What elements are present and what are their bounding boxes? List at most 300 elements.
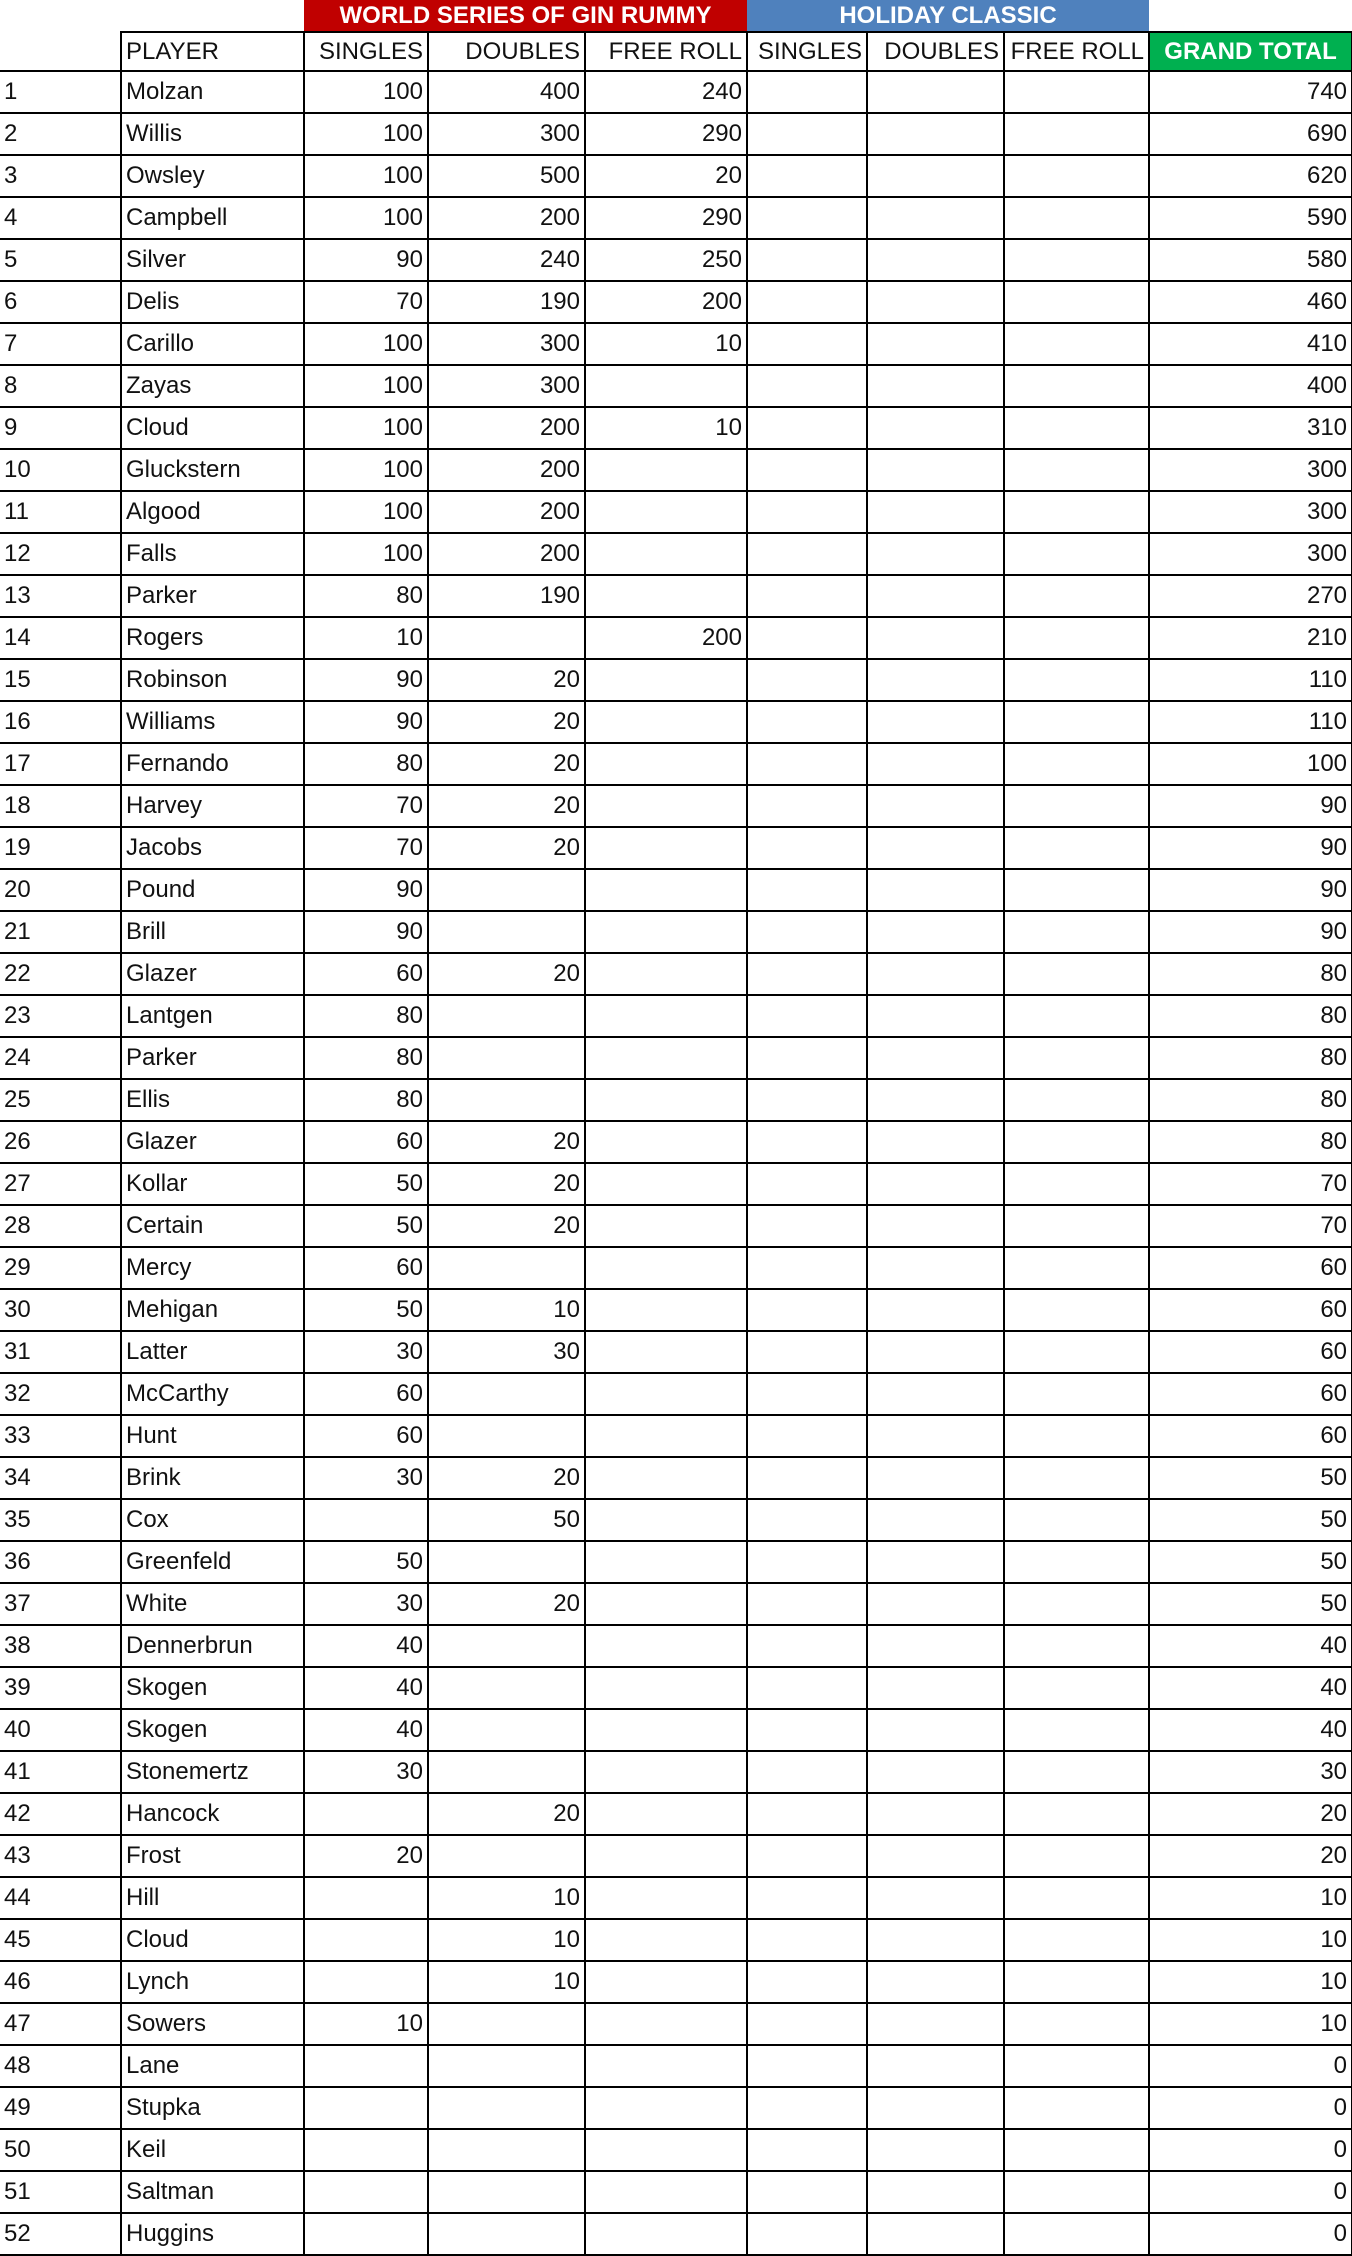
wsgr-singles-cell [304, 1877, 428, 1919]
table-row [0, 365, 1352, 407]
holiday-freeroll-cell [1004, 1163, 1149, 1205]
holiday-singles-cell [747, 1121, 867, 1163]
wsgr-freeroll-cell [585, 1079, 747, 1121]
holiday-doubles-cell [867, 281, 1004, 323]
wsgr-doubles-cell: 10 [428, 1919, 585, 1961]
wsgr-doubles-cell [428, 869, 585, 911]
wsgr-singles-cell: 90 [304, 701, 428, 743]
wsgr-singles-cell [304, 2213, 428, 2255]
player-cell: Huggins [121, 2213, 304, 2255]
holiday-doubles-cell [867, 1793, 1004, 1835]
wsgr-freeroll-cell [585, 953, 747, 995]
player-cell: Brill [121, 911, 304, 953]
wsgr-freeroll-cell [585, 1709, 747, 1751]
wsgr-doubles-cell: 20 [428, 1205, 585, 1247]
holiday-doubles-cell [867, 71, 1004, 113]
holiday-doubles-cell [867, 2003, 1004, 2045]
grand-total-cell: 80 [1149, 953, 1352, 995]
rank-cell: 11 [0, 491, 121, 533]
player-cell: Latter [121, 1331, 304, 1373]
holiday-freeroll-cell [1004, 1541, 1149, 1583]
grand-total-cell: 70 [1149, 1205, 1352, 1247]
wsgr-freeroll-cell: 290 [585, 197, 747, 239]
table-row [0, 1163, 1352, 1205]
holiday-freeroll-cell [1004, 2087, 1149, 2129]
player-cell: Falls [121, 533, 304, 575]
wsgr-freeroll-cell [585, 1289, 747, 1331]
holiday-doubles-cell [867, 2129, 1004, 2171]
wsgr-doubles-cell: 30 [428, 1331, 585, 1373]
wsgr-singles-cell: 80 [304, 743, 428, 785]
holiday-doubles-cell [867, 2213, 1004, 2255]
wsgr-doubles-cell: 20 [428, 1793, 585, 1835]
player-cell: Stupka [121, 2087, 304, 2129]
wsgr-freeroll-cell [585, 659, 747, 701]
holiday-doubles-cell [867, 239, 1004, 281]
wsgr-singles-cell: 70 [304, 827, 428, 869]
grand-total-cell: 90 [1149, 785, 1352, 827]
grand-total-cell: 110 [1149, 701, 1352, 743]
grand-total-cell: 70 [1149, 1163, 1352, 1205]
wsgr-freeroll-cell: 20 [585, 155, 747, 197]
holiday-freeroll-cell [1004, 995, 1149, 1037]
rank-cell: 44 [0, 1877, 121, 1919]
wsgr-doubles-cell [428, 2003, 585, 2045]
holiday-doubles-cell [867, 197, 1004, 239]
rank-cell: 22 [0, 953, 121, 995]
holiday-freeroll-cell [1004, 1583, 1149, 1625]
holiday-doubles-cell [867, 911, 1004, 953]
wsgr-freeroll-cell [585, 1457, 747, 1499]
wsgr-freeroll-cell: 10 [585, 323, 747, 365]
holiday-singles-cell [747, 1163, 867, 1205]
player-cell: Certain [121, 1205, 304, 1247]
holiday-singles-cell [747, 1289, 867, 1331]
wsgr-singles-header: SINGLES [304, 32, 428, 71]
table-row [0, 407, 1352, 449]
player-cell: Lane [121, 2045, 304, 2087]
holiday-doubles-cell [867, 491, 1004, 533]
grand-total-cell: 400 [1149, 365, 1352, 407]
grand-total-cell: 40 [1149, 1667, 1352, 1709]
grand-total-cell: 50 [1149, 1541, 1352, 1583]
wsgr-freeroll-cell [585, 2129, 747, 2171]
holiday-singles-cell [747, 1541, 867, 1583]
wsgr-doubles-cell: 20 [428, 659, 585, 701]
rank-cell: 13 [0, 575, 121, 617]
rank-cell: 17 [0, 743, 121, 785]
holiday-doubles-header: DOUBLES [867, 32, 1004, 71]
player-cell: Parker [121, 575, 304, 617]
player-cell: Hancock [121, 1793, 304, 1835]
rank-cell: 52 [0, 2213, 121, 2255]
wsgr-doubles-cell: 20 [428, 1121, 585, 1163]
wsgr-doubles-cell [428, 1373, 585, 1415]
player-cell: Skogen [121, 1667, 304, 1709]
holiday-doubles-cell [867, 1457, 1004, 1499]
grand-total-cell: 620 [1149, 155, 1352, 197]
rank-cell: 29 [0, 1247, 121, 1289]
holiday-doubles-cell [867, 1583, 1004, 1625]
grand-total-cell: 300 [1149, 533, 1352, 575]
rank-cell: 26 [0, 1121, 121, 1163]
holiday-freeroll-cell [1004, 953, 1149, 995]
player-cell: Pound [121, 869, 304, 911]
holiday-singles-cell [747, 911, 867, 953]
rank-cell: 12 [0, 533, 121, 575]
wsgr-doubles-cell: 200 [428, 491, 585, 533]
wsgr-singles-cell: 80 [304, 1079, 428, 1121]
grand-total-cell: 210 [1149, 617, 1352, 659]
grand-total-cell: 80 [1149, 1079, 1352, 1121]
wsgr-freeroll-cell [585, 701, 747, 743]
holiday-freeroll-cell [1004, 785, 1149, 827]
player-cell: Molzan [121, 71, 304, 113]
grand-total-cell: 310 [1149, 407, 1352, 449]
table-row [0, 1709, 1352, 1751]
wsgr-freeroll-cell [585, 2171, 747, 2213]
holiday-singles-cell [747, 785, 867, 827]
wsgr-freeroll-cell [585, 2045, 747, 2087]
holiday-doubles-cell [867, 995, 1004, 1037]
wsgr-singles-cell: 60 [304, 1247, 428, 1289]
holiday-singles-cell [747, 1625, 867, 1667]
player-cell: Dennerbrun [121, 1625, 304, 1667]
holiday-freeroll-cell [1004, 71, 1149, 113]
holiday-doubles-cell [867, 953, 1004, 995]
band-spacer [0, 0, 121, 32]
rank-cell: 46 [0, 1961, 121, 2003]
holiday-doubles-cell [867, 1163, 1004, 1205]
holiday-singles-cell [747, 239, 867, 281]
rank-cell: 35 [0, 1499, 121, 1541]
rank-cell: 37 [0, 1583, 121, 1625]
wsgr-freeroll-cell [585, 575, 747, 617]
wsgr-singles-cell: 30 [304, 1457, 428, 1499]
holiday-doubles-cell [867, 617, 1004, 659]
holiday-singles-cell [747, 2003, 867, 2045]
table-row [0, 2045, 1352, 2087]
wsgr-singles-cell [304, 1919, 428, 1961]
grand-total-cell: 0 [1149, 2171, 1352, 2213]
holiday-doubles-cell [867, 323, 1004, 365]
rank-cell: 20 [0, 869, 121, 911]
holiday-singles-cell [747, 1331, 867, 1373]
holiday-singles-cell [747, 449, 867, 491]
holiday-freeroll-header: FREE ROLL [1004, 32, 1149, 71]
grand-total-header: GRAND TOTAL [1149, 32, 1352, 71]
wsgr-freeroll-cell [585, 1163, 747, 1205]
rank-header [0, 32, 121, 71]
player-cell: Fernando [121, 743, 304, 785]
grand-total-cell: 460 [1149, 281, 1352, 323]
holiday-freeroll-cell [1004, 1835, 1149, 1877]
holiday-doubles-cell [867, 1289, 1004, 1331]
holiday-doubles-cell [867, 659, 1004, 701]
holiday-doubles-cell [867, 701, 1004, 743]
wsgr-doubles-cell: 50 [428, 1499, 585, 1541]
wsgr-singles-cell: 70 [304, 281, 428, 323]
player-cell: Brink [121, 1457, 304, 1499]
player-cell: Kollar [121, 1163, 304, 1205]
wsgr-freeroll-cell [585, 1331, 747, 1373]
wsgr-doubles-cell [428, 1835, 585, 1877]
wsgr-singles-cell: 90 [304, 659, 428, 701]
rank-cell: 8 [0, 365, 121, 407]
table-row [0, 2003, 1352, 2045]
holiday-singles-cell [747, 2087, 867, 2129]
wsgr-singles-cell: 100 [304, 407, 428, 449]
table-row [0, 2171, 1352, 2213]
holiday-singles-cell [747, 659, 867, 701]
holiday-singles-cell [747, 1667, 867, 1709]
holiday-freeroll-cell [1004, 1919, 1149, 1961]
rank-cell: 25 [0, 1079, 121, 1121]
holiday-freeroll-cell [1004, 1625, 1149, 1667]
holiday-freeroll-cell [1004, 1205, 1149, 1247]
wsgr-doubles-cell: 10 [428, 1877, 585, 1919]
band-spacer [121, 0, 304, 32]
holiday-singles-cell [747, 281, 867, 323]
grand-total-cell: 60 [1149, 1331, 1352, 1373]
table-row [0, 911, 1352, 953]
player-cell: Greenfeld [121, 1541, 304, 1583]
wsgr-freeroll-cell [585, 743, 747, 785]
player-cell: Willis [121, 113, 304, 155]
holiday-freeroll-cell [1004, 1499, 1149, 1541]
table-row [0, 281, 1352, 323]
holiday-doubles-cell [867, 1415, 1004, 1457]
holiday-freeroll-cell [1004, 1037, 1149, 1079]
table-row [0, 1667, 1352, 1709]
wsgr-freeroll-cell [585, 365, 747, 407]
table-row [0, 785, 1352, 827]
holiday-singles-cell [747, 953, 867, 995]
wsgr-singles-cell: 80 [304, 575, 428, 617]
holiday-freeroll-cell [1004, 1079, 1149, 1121]
table-row [0, 701, 1352, 743]
grand-total-cell: 410 [1149, 323, 1352, 365]
holiday-doubles-cell [867, 1541, 1004, 1583]
grand-total-cell: 10 [1149, 1919, 1352, 1961]
wsgr-freeroll-cell [585, 1793, 747, 1835]
grand-total-cell: 60 [1149, 1289, 1352, 1331]
player-cell: Mercy [121, 1247, 304, 1289]
holiday-freeroll-cell [1004, 1457, 1149, 1499]
holiday-freeroll-cell [1004, 1877, 1149, 1919]
wsgr-band: WORLD SERIES OF GIN RUMMY [304, 0, 747, 32]
wsgr-freeroll-cell [585, 1121, 747, 1163]
holiday-freeroll-cell [1004, 323, 1149, 365]
grand-total-cell: 90 [1149, 827, 1352, 869]
wsgr-singles-cell: 40 [304, 1625, 428, 1667]
holiday-freeroll-cell [1004, 1289, 1149, 1331]
wsgr-doubles-cell: 190 [428, 281, 585, 323]
grand-total-cell: 0 [1149, 2045, 1352, 2087]
wsgr-doubles-cell: 190 [428, 575, 585, 617]
wsgr-freeroll-cell: 240 [585, 71, 747, 113]
holiday-singles-cell [747, 1919, 867, 1961]
wsgr-freeroll-cell: 200 [585, 281, 747, 323]
wsgr-singles-cell: 10 [304, 2003, 428, 2045]
holiday-freeroll-cell [1004, 281, 1149, 323]
holiday-freeroll-cell [1004, 869, 1149, 911]
wsgr-singles-cell: 40 [304, 1667, 428, 1709]
player-cell: Saltman [121, 2171, 304, 2213]
rank-cell: 21 [0, 911, 121, 953]
wsgr-doubles-cell [428, 2087, 585, 2129]
holiday-singles-cell [747, 1037, 867, 1079]
table-row [0, 1583, 1352, 1625]
wsgr-doubles-cell: 500 [428, 155, 585, 197]
holiday-freeroll-cell [1004, 1793, 1149, 1835]
wsgr-doubles-cell: 200 [428, 449, 585, 491]
table-row [0, 1289, 1352, 1331]
table-row [0, 995, 1352, 1037]
rank-cell: 5 [0, 239, 121, 281]
rank-cell: 49 [0, 2087, 121, 2129]
table-row [0, 1877, 1352, 1919]
table-row [0, 1331, 1352, 1373]
wsgr-doubles-cell [428, 1247, 585, 1289]
wsgr-doubles-cell: 200 [428, 197, 585, 239]
wsgr-freeroll-cell [585, 827, 747, 869]
holiday-freeroll-cell [1004, 1667, 1149, 1709]
rank-cell: 27 [0, 1163, 121, 1205]
wsgr-doubles-cell [428, 1625, 585, 1667]
holiday-singles-cell [747, 743, 867, 785]
holiday-doubles-cell [867, 1121, 1004, 1163]
wsgr-singles-cell: 60 [304, 1121, 428, 1163]
holiday-freeroll-cell [1004, 575, 1149, 617]
holiday-singles-cell [747, 2045, 867, 2087]
holiday-freeroll-cell [1004, 449, 1149, 491]
holiday-freeroll-cell [1004, 365, 1149, 407]
wsgr-singles-cell: 90 [304, 869, 428, 911]
wsgr-freeroll-cell [585, 1835, 747, 1877]
rank-cell: 51 [0, 2171, 121, 2213]
player-cell: Zayas [121, 365, 304, 407]
rank-cell: 18 [0, 785, 121, 827]
holiday-doubles-cell [867, 1835, 1004, 1877]
holiday-doubles-cell [867, 1751, 1004, 1793]
wsgr-singles-cell: 10 [304, 617, 428, 659]
holiday-doubles-cell [867, 113, 1004, 155]
holiday-singles-cell [747, 1877, 867, 1919]
wsgr-singles-cell: 50 [304, 1289, 428, 1331]
player-cell: Carillo [121, 323, 304, 365]
holiday-doubles-cell [867, 1709, 1004, 1751]
table-row [0, 1625, 1352, 1667]
wsgr-freeroll-cell: 10 [585, 407, 747, 449]
holiday-classic-band: HOLIDAY CLASSIC [747, 0, 1149, 32]
grand-total-cell: 40 [1149, 1625, 1352, 1667]
table-row [0, 869, 1352, 911]
holiday-doubles-cell [867, 1205, 1004, 1247]
table-row [0, 1373, 1352, 1415]
wsgr-singles-cell [304, 2087, 428, 2129]
holiday-doubles-cell [867, 1499, 1004, 1541]
table-row [0, 155, 1352, 197]
holiday-doubles-cell [867, 155, 1004, 197]
table-row [0, 1499, 1352, 1541]
table-row [0, 575, 1352, 617]
wsgr-freeroll-cell [585, 1247, 747, 1289]
player-cell: Silver [121, 239, 304, 281]
wsgr-freeroll-cell: 200 [585, 617, 747, 659]
wsgr-doubles-cell: 240 [428, 239, 585, 281]
player-cell: Glazer [121, 1121, 304, 1163]
table-row [0, 491, 1352, 533]
wsgr-singles-cell: 100 [304, 491, 428, 533]
player-cell: Glazer [121, 953, 304, 995]
grand-total-cell: 590 [1149, 197, 1352, 239]
player-cell: Williams [121, 701, 304, 743]
wsgr-singles-cell: 50 [304, 1541, 428, 1583]
holiday-singles-cell [747, 533, 867, 575]
holiday-doubles-cell [867, 1079, 1004, 1121]
holiday-doubles-cell [867, 1877, 1004, 1919]
holiday-singles-cell [747, 617, 867, 659]
rank-cell: 41 [0, 1751, 121, 1793]
wsgr-doubles-cell: 20 [428, 701, 585, 743]
grand-total-cell: 80 [1149, 1121, 1352, 1163]
player-cell: Hill [121, 1877, 304, 1919]
player-cell: Hunt [121, 1415, 304, 1457]
holiday-singles-header: SINGLES [747, 32, 867, 71]
wsgr-doubles-cell [428, 1751, 585, 1793]
wsgr-doubles-cell [428, 911, 585, 953]
wsgr-singles-cell: 100 [304, 113, 428, 155]
player-cell: Cox [121, 1499, 304, 1541]
grand-total-cell: 270 [1149, 575, 1352, 617]
wsgr-doubles-cell [428, 2129, 585, 2171]
holiday-freeroll-cell [1004, 1331, 1149, 1373]
wsgr-doubles-cell [428, 995, 585, 1037]
holiday-doubles-cell [867, 1247, 1004, 1289]
player-cell: McCarthy [121, 1373, 304, 1415]
rank-cell: 47 [0, 2003, 121, 2045]
holiday-freeroll-cell [1004, 659, 1149, 701]
player-header: PLAYER [121, 32, 304, 71]
rank-cell: 28 [0, 1205, 121, 1247]
grand-total-cell: 0 [1149, 2129, 1352, 2171]
wsgr-freeroll-header: FREE ROLL [585, 32, 747, 71]
wsgr-doubles-cell: 10 [428, 1289, 585, 1331]
table-row [0, 2129, 1352, 2171]
rank-cell: 50 [0, 2129, 121, 2171]
wsgr-freeroll-cell [585, 1625, 747, 1667]
player-cell: White [121, 1583, 304, 1625]
table-row [0, 2213, 1352, 2255]
holiday-freeroll-cell [1004, 827, 1149, 869]
holiday-freeroll-cell [1004, 2213, 1149, 2255]
grand-total-cell: 30 [1149, 1751, 1352, 1793]
player-cell: Owsley [121, 155, 304, 197]
wsgr-freeroll-cell [585, 2087, 747, 2129]
grand-total-cell: 20 [1149, 1835, 1352, 1877]
holiday-singles-cell [747, 995, 867, 1037]
holiday-doubles-cell [867, 1331, 1004, 1373]
table-row [0, 2087, 1352, 2129]
wsgr-doubles-cell: 200 [428, 533, 585, 575]
rank-cell: 14 [0, 617, 121, 659]
rank-cell: 43 [0, 1835, 121, 1877]
holiday-singles-cell [747, 1373, 867, 1415]
wsgr-singles-cell: 30 [304, 1751, 428, 1793]
grand-total-cell: 0 [1149, 2087, 1352, 2129]
wsgr-doubles-cell: 300 [428, 323, 585, 365]
